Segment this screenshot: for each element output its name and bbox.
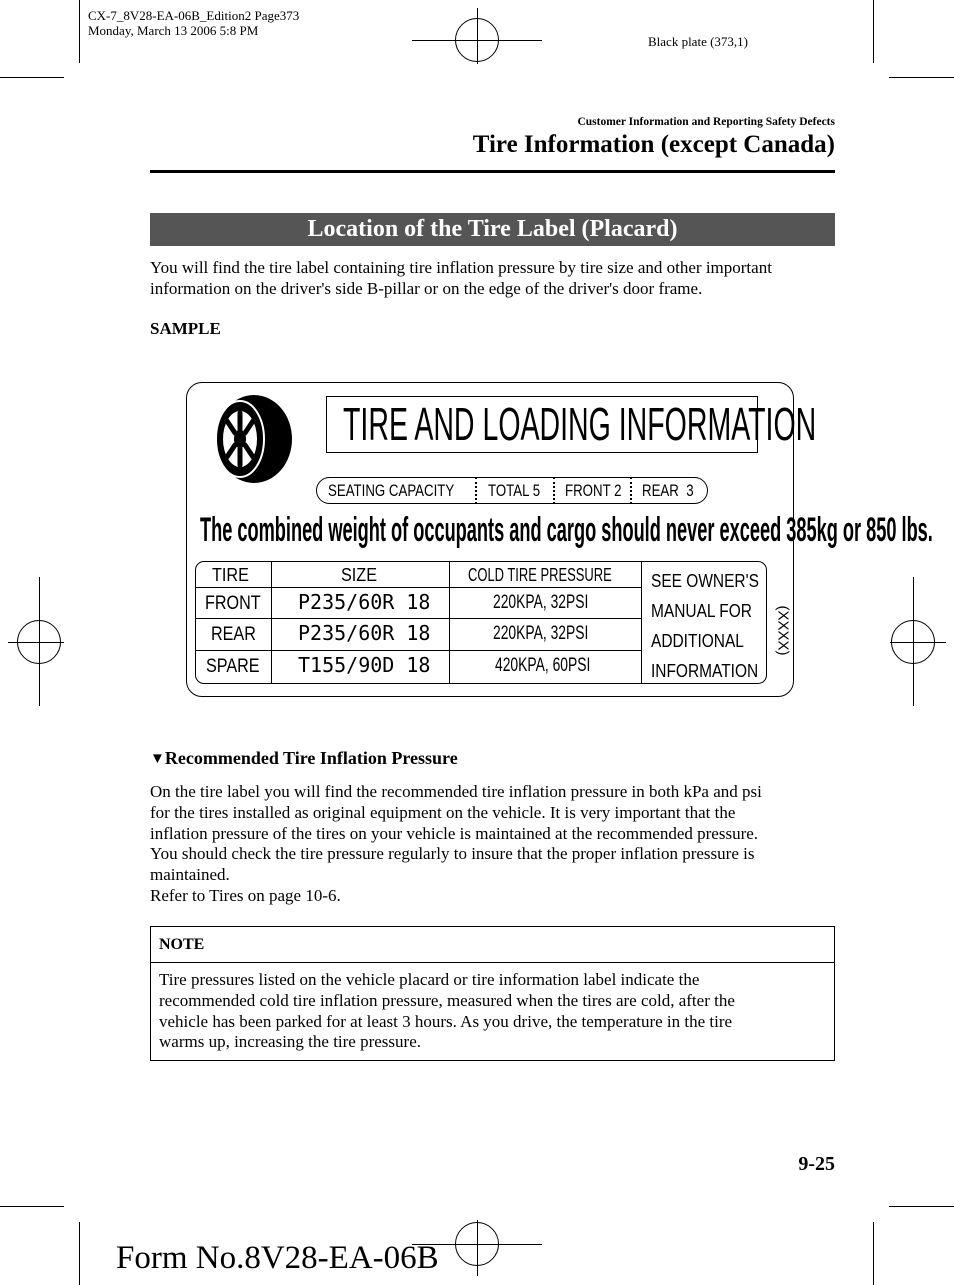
note-line: warms up, increasing the tire pressure.: [159, 1032, 421, 1052]
note-box: [150, 926, 835, 1061]
note-body: [151, 963, 834, 1053]
slug-line-2: Monday, March 13 2006 5:8 PM: [88, 23, 259, 38]
table-row-front-pressure: 220KPA, 32PSI: [493, 592, 589, 613]
sub-heading: [150, 748, 458, 769]
table-row-rear-pressure: 220KPA, 32PSI: [493, 623, 589, 644]
table-divider: [195, 587, 641, 588]
body-line: for the tires installed as original equipment on the vehicle. It is very important that the: [150, 802, 736, 822]
seating-rear: REAR 3: [642, 481, 694, 500]
table-header-size: SIZE: [341, 565, 378, 585]
seating-divider: [553, 477, 558, 504]
table-row-spare-tire: SPARE: [206, 656, 260, 677]
seating-total: TOTAL 5: [488, 481, 541, 500]
placard-code: (XXXX): [774, 605, 792, 656]
section-band-title: Location of the Tire Label (Placard): [150, 213, 835, 246]
table-header-pressure: COLD TIRE PRESSURE: [468, 565, 612, 585]
seating-capacity-label: SEATING CAPACITY: [328, 481, 455, 500]
body-line: maintained.: [150, 865, 230, 885]
triangle-bullet-icon: ▼: [150, 751, 165, 767]
section-name: Customer Information and Reporting Safety Defects: [577, 116, 835, 128]
seating-divider: [630, 477, 635, 504]
table-divider: [271, 561, 272, 684]
intro-line: You will find the tire label containing tire inflation pressure by tire size and other important: [150, 258, 772, 277]
table-divider: [195, 618, 641, 619]
sample-label: SAMPLE: [150, 319, 221, 338]
table-divider: [641, 561, 642, 684]
body-line: inflation pressure of the tires on your vehicle is maintained at the recommended pressure.: [150, 823, 759, 843]
table-header-tire: TIRE: [212, 565, 249, 585]
slug-line-1: CX-7_8V28-EA-06B_Edition2 Page373: [88, 8, 300, 23]
tire-icon: [208, 393, 294, 485]
intro-paragraph: [150, 258, 850, 300]
placard-title: TIRE AND LOADING INFORMATION: [343, 398, 817, 450]
note-line: Tire pressures listed on the vehicle placard or tire information label indicate the: [159, 970, 700, 989]
table-row-rear-tire: REAR: [211, 624, 256, 645]
table-row-spare-pressure: 420KPA, 60PSI: [495, 655, 591, 676]
note-line: vehicle has been parked for at least 3 hours. As you drive, the temperature in the tire: [159, 1011, 733, 1031]
owner-note-line: INFORMATION: [651, 661, 759, 681]
registration-target-icon: [455, 1222, 499, 1266]
body-line: Refer to Tires on page 10-6.: [150, 885, 341, 905]
owner-manual-note: [651, 566, 776, 681]
seating-front: FRONT 2: [565, 481, 622, 500]
crop-mark: [889, 77, 954, 78]
placard-code-container: [772, 605, 792, 656]
crop-mark: [0, 77, 64, 78]
body-paragraph: [150, 782, 850, 907]
page-number: 9-25: [798, 1153, 835, 1175]
owner-note-line: SEE OWNER'S: [651, 571, 759, 591]
crop-mark: [79, 1222, 80, 1285]
page-title: Tire Information (except Canada): [472, 131, 835, 158]
owner-note-line: MANUAL FOR: [651, 601, 752, 621]
registration-target-icon: [455, 18, 499, 62]
table-row-front-tire: FRONT: [205, 593, 261, 614]
title-rule: [150, 170, 835, 173]
crop-mark: [0, 1206, 64, 1207]
registration-target-icon: [891, 620, 935, 664]
print-slug: [88, 8, 299, 38]
crop-mark: [873, 1222, 874, 1285]
seating-divider: [475, 477, 480, 504]
table-row-spare-size: T155/90D 18: [298, 653, 431, 677]
body-line: On the tire label you will find the recommended tire inflation pressure in both kPa and psi: [150, 782, 762, 801]
crop-mark: [889, 1206, 954, 1207]
note-line: recommended cold tire inflation pressure, measured when the tires are cold, after the: [159, 990, 735, 1010]
sub-heading-text: Recommended Tire Inflation Pressure: [164, 748, 458, 768]
placard-title-box: [326, 396, 817, 453]
table-row-front-size: P235/60R 18: [298, 590, 431, 614]
body-line: You should check the tire pressure regularly to insure that the proper inflation pressure is: [150, 844, 755, 864]
table-divider: [449, 561, 450, 684]
crop-mark: [873, 0, 874, 63]
table-row-rear-size: P235/60R 18: [298, 621, 431, 645]
plate-label: Black plate (373,1): [648, 34, 748, 49]
table-divider: [195, 650, 641, 651]
form-number: Form No.8V28-EA-06B: [116, 1240, 439, 1276]
crop-mark: [79, 0, 80, 63]
owner-note-line: ADDITIONAL: [651, 631, 744, 651]
weight-notice: The combined weight of occupants and cargo should never exceed 385kg or 850 lbs.: [200, 511, 933, 549]
registration-target-icon: [17, 620, 61, 664]
note-heading: NOTE: [151, 927, 834, 963]
intro-line: information on the driver's side B-pillar or on the edge of the driver's door frame.: [150, 278, 703, 298]
